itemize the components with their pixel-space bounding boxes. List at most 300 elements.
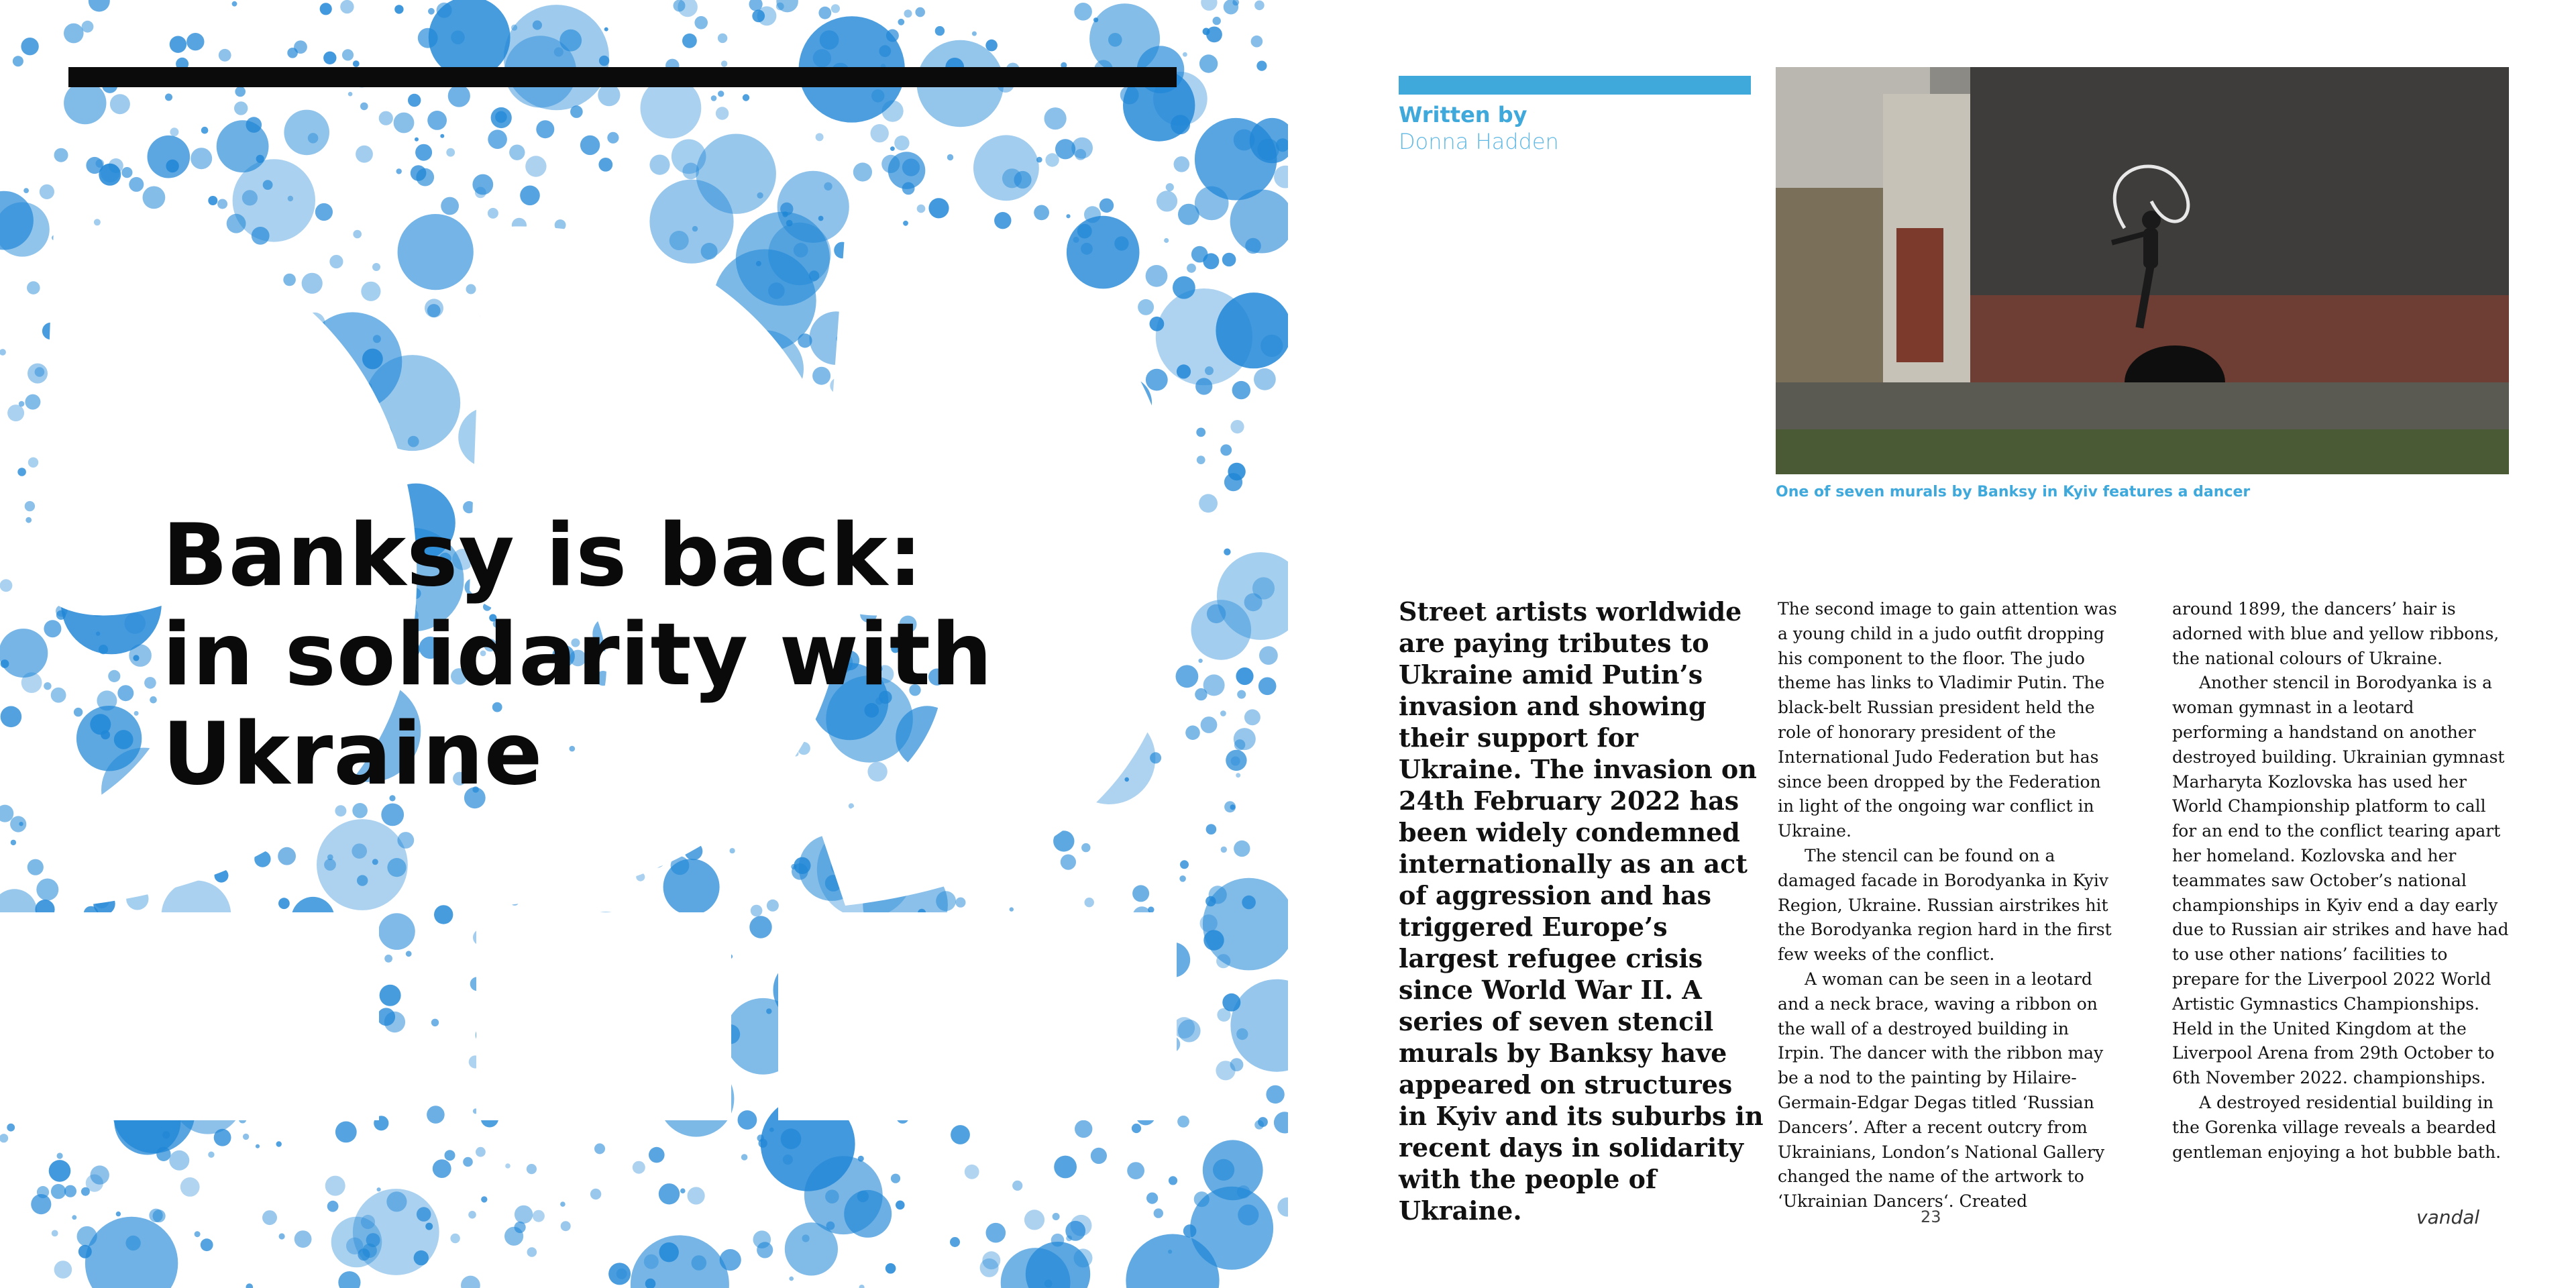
- ink-splatter-dot: [1230, 420, 1244, 433]
- ink-splatter-dot: [85, 1217, 178, 1288]
- ink-splatter-dot: [1180, 860, 1189, 869]
- ink-splatter-dot: [461, 1276, 480, 1288]
- ink-splatter-dot: [377, 1187, 381, 1191]
- ink-splatter-dot: [384, 955, 392, 963]
- ink-splatter-dot: [101, 164, 119, 182]
- ink-splatter-dot: [441, 197, 459, 215]
- ink-splatter-dot: [812, 367, 830, 385]
- ink-splatter-dot: [466, 284, 476, 294]
- ink-splatter-dot: [324, 859, 336, 871]
- ink-splatter-dot: [1201, 0, 1217, 11]
- ink-splatter-dot: [0, 1134, 8, 1142]
- ink-splatter-dot: [89, 0, 110, 12]
- ink-splatter-dot: [488, 129, 507, 149]
- byline-label: Written by: [1399, 102, 1527, 127]
- ink-splatter-dot: [94, 219, 101, 225]
- ink-splatter-dot: [935, 26, 945, 36]
- ink-splatter-dot: [170, 36, 186, 52]
- ink-splatter-dot: [1099, 199, 1114, 213]
- ink-splatter-dot: [1266, 1085, 1284, 1104]
- ink-splatter-dot: [951, 1125, 970, 1144]
- ink-splatter-dot: [825, 1189, 839, 1203]
- ink-splatter-dot: [246, 1283, 254, 1288]
- ink-splatter-dot: [481, 1196, 487, 1202]
- ink-splatter-dot: [44, 620, 61, 637]
- ink-splatter-dot: [730, 848, 735, 853]
- ink-splatter-dot: [86, 1175, 103, 1192]
- ink-splatter-dot: [1132, 1124, 1141, 1133]
- ink-splatter-dot: [428, 8, 435, 15]
- dancer-mural-photo: [1776, 67, 2509, 474]
- ink-splatter-dot: [476, 1147, 486, 1157]
- ink-splatter-dot: [377, 1008, 395, 1026]
- ink-splatter-dot: [1108, 33, 1122, 47]
- ink-splatter-dot: [718, 34, 727, 43]
- ink-splatter-dot: [201, 1238, 213, 1251]
- ink-splatter-dot: [440, 134, 444, 138]
- ink-splatter-dot: [594, 1143, 605, 1154]
- ink-splatter-dot: [121, 167, 132, 178]
- ink-splatter-dot: [1154, 1208, 1163, 1218]
- ink-splatter-dot: [78, 1245, 92, 1258]
- ink-splatter-dot: [1200, 914, 1218, 932]
- ink-splatter-dot: [361, 1215, 375, 1229]
- ink-splatter-dot: [580, 136, 600, 155]
- ink-splatter-dot: [44, 682, 51, 690]
- ink-splatter-dot: [1217, 1008, 1230, 1022]
- ink-splatter-dot: [283, 274, 296, 286]
- ink-splatter-dot: [408, 436, 419, 447]
- ink-splatter-dot: [125, 1236, 140, 1250]
- ink-splatter-dot: [1171, 115, 1190, 134]
- ink-splatter-dot: [757, 6, 777, 25]
- ink-splatter-dot: [768, 282, 785, 299]
- ink-splatter-dot: [631, 1235, 729, 1288]
- ink-splatter-dot: [77, 1226, 97, 1246]
- ink-splatter-dot: [352, 803, 368, 818]
- ink-splatter-dot: [243, 1134, 249, 1140]
- ink-splatter-dot: [859, 1285, 865, 1288]
- ink-splatter-dot: [327, 855, 333, 861]
- ink-splatter-dot: [315, 203, 333, 221]
- body-paragraph: The second image to gain attention was a young child in a judo outfit dropping his component to the floor. The judo theme has links to Vladimir Putin. The black-belt Russian president held the role of honorary president of the International Judo Federation but has since been dropped by the Federation in light of the ongoing war conflict in Ukraine.: [1778, 599, 2117, 841]
- ink-splatter-dot: [1010, 907, 1014, 911]
- ink-splatter-dot: [353, 60, 360, 67]
- ink-splatter-dot: [25, 394, 40, 410]
- ink-splatter-dot: [488, 208, 498, 219]
- ink-splatter-dot: [284, 110, 329, 156]
- headline-line-1: Banksy is back:: [162, 506, 924, 606]
- ink-splatter-dot: [818, 7, 831, 19]
- ink-splatter-dot: [1053, 1213, 1060, 1220]
- ink-splatter-dot: [1256, 61, 1267, 71]
- ink-splatter-dot: [928, 198, 949, 218]
- ink-splatter-dot: [1236, 667, 1253, 685]
- ink-splatter-dot: [1045, 153, 1059, 166]
- ink-splatter-dot: [1237, 690, 1246, 699]
- ink-splatter-dot: [894, 136, 909, 150]
- ink-splatter-dot: [1274, 1112, 1288, 1133]
- ink-splatter-dot: [1148, 906, 1154, 912]
- ink-splatter-dot: [379, 111, 393, 125]
- ink-splatter-dot: [505, 1163, 511, 1169]
- ink-splatter-dot: [1230, 804, 1236, 810]
- ink-splatter-dot: [394, 5, 403, 13]
- ink-splatter-dot: [1203, 28, 1210, 36]
- ink-splatter-dot: [335, 805, 346, 816]
- ink-splatter-dot: [40, 184, 54, 199]
- ink-splatter-dot: [1044, 107, 1067, 129]
- ink-splatter-dot: [692, 1255, 707, 1271]
- ink-splatter-dot: [1216, 954, 1230, 968]
- ink-splatter-dot: [682, 34, 697, 48]
- ink-splatter-dot: [1012, 1181, 1022, 1191]
- ink-splatter-dot: [468, 1211, 476, 1219]
- ink-splatter-dot: [201, 127, 209, 134]
- ink-splatter-dot: [982, 1251, 1000, 1269]
- ink-splatter-dot: [831, 4, 840, 13]
- ink-splatter-dot: [871, 124, 889, 142]
- ink-splatter-dot: [36, 879, 58, 901]
- ink-splatter-dot: [21, 672, 42, 693]
- ink-splatter-dot: [1187, 264, 1196, 273]
- ink-splatter-dot: [1044, 1280, 1053, 1288]
- ink-splatter-dot: [1201, 716, 1218, 733]
- ink-splatter-dot: [1146, 1193, 1158, 1204]
- ink-splatter-dot: [208, 196, 217, 205]
- ink-splatter-dot: [415, 144, 432, 161]
- ink-splatter-dot: [327, 1201, 339, 1212]
- ink-splatter-dot: [387, 858, 406, 877]
- ink-splatter-dot: [417, 1207, 431, 1222]
- ink-splatter-dot: [0, 579, 12, 592]
- ink-splatter-dot: [1177, 364, 1191, 378]
- ink-splatter-dot: [743, 94, 749, 101]
- ink-splatter-dot: [509, 145, 525, 160]
- ink-splatter-dot: [1199, 494, 1218, 513]
- ink-splatter-dot: [1071, 1215, 1092, 1236]
- ink-splatter-dot: [616, 1269, 627, 1279]
- ink-splatter-dot: [1199, 54, 1218, 72]
- ink-splatter-dot: [448, 85, 470, 107]
- ink-splatter-dot: [325, 1176, 345, 1196]
- ink-splatter-dot: [7, 405, 24, 421]
- ink-splatter-dot: [1169, 1176, 1177, 1185]
- ink-splatter-dot: [738, 1110, 757, 1130]
- ink-splatter-dot: [688, 1187, 705, 1204]
- ink-splatter-dot: [1179, 875, 1186, 882]
- ink-splatter-dot: [701, 243, 718, 260]
- byline-author: Donna Hadden: [1399, 129, 1559, 154]
- ink-splatter-dot: [134, 711, 139, 716]
- ink-splatter-dot: [425, 1223, 433, 1230]
- body-paragraph: A woman can be seen in a leotard and a neck brace, waving a ribbon on the wall of a destroyed building in Irpin. The dancer with the ribbon may be a nod to the painting by Hilaire-Germain-Edgar Degas titled ‘Russian Dancers’. After a recent outcry from Ukrainians, London’s National Gallery changed the name of the artwork to ‘Ukrainian Dancers‘. Created: [1778, 969, 2105, 1212]
- ink-splatter-dot: [853, 162, 872, 181]
- top-black-rule: [68, 67, 1177, 87]
- accent-blue-rule: [1399, 76, 1751, 95]
- right-page-article: [1288, 0, 2576, 1288]
- body-paragraph: around 1899, the dancers’ hair is adorned with blue and yellow ribbons, the national colours of Ukraine.: [2172, 599, 2500, 668]
- ink-splatter-dot: [1205, 896, 1216, 906]
- ink-splatter-dot: [1185, 725, 1200, 740]
- ink-splatter-dot: [1232, 381, 1250, 399]
- ink-splatter-dot: [51, 1184, 66, 1199]
- ink-splatter-dot: [1174, 156, 1190, 172]
- ink-splatter-dot: [1224, 549, 1230, 555]
- ink-splatter-dot: [696, 134, 776, 214]
- ink-splatter-dot: [1254, 1120, 1264, 1130]
- ink-splatter-dot: [604, 28, 608, 32]
- ink-splatter-dot: [28, 364, 48, 384]
- ink-splatter-dot: [1222, 253, 1236, 267]
- ink-splatter-dot: [31, 1194, 51, 1214]
- ink-splatter-dot: [335, 1122, 357, 1143]
- ink-splatter-dot: [445, 1150, 455, 1161]
- ink-splatter-dot: [166, 160, 178, 172]
- ink-splatter-dot: [64, 23, 84, 44]
- ink-splatter-dot: [1224, 0, 1238, 15]
- magazine-brand: vandal: [2416, 1206, 2480, 1228]
- body-column-1: [1778, 597, 2120, 1214]
- ink-splatter-dot: [195, 1231, 201, 1237]
- ink-splatter-dot: [520, 186, 540, 206]
- ink-splatter-dot: [21, 38, 38, 55]
- ink-splatter-dot: [1198, 659, 1202, 663]
- ink-splatter-dot: [791, 864, 796, 869]
- ink-splatter-dot: [1234, 841, 1250, 857]
- ink-splatter-dot: [27, 281, 40, 294]
- ink-splatter-dot: [1055, 139, 1075, 159]
- ink-splatter-dot: [415, 138, 419, 142]
- ink-splatter-dot: [380, 985, 401, 1006]
- ink-splatter-dot: [1176, 665, 1199, 688]
- ink-splatter-dot: [340, 0, 354, 13]
- ink-splatter-dot: [408, 94, 421, 107]
- ink-splatter-dot: [450, 1234, 460, 1243]
- ink-splatter-dot: [1213, 17, 1221, 25]
- ink-splatter-dot: [1024, 1210, 1044, 1230]
- body-column-2: [2172, 597, 2514, 1165]
- body-paragraph: The stencil can be found on a damaged facade in Borodyanka in Kyiv Region, Ukraine. Russian airstrikes hit the Borodyanka region hard in the first few weeks of the conflict.: [1778, 845, 2112, 965]
- ink-splatter-dot: [1138, 299, 1154, 315]
- ink-splatter-dot: [1156, 288, 1252, 385]
- ink-splatter-dot: [1075, 1120, 1092, 1138]
- ink-splatter-dot: [1177, 1116, 1189, 1128]
- ink-splatter-dot: [342, 49, 354, 60]
- ink-splatter-dot: [129, 177, 144, 192]
- ink-splatter-dot: [358, 1248, 370, 1260]
- ink-splatter-dot: [246, 117, 262, 133]
- ink-splatter-dot: [1274, 166, 1288, 189]
- ink-splatter-dot: [1216, 1061, 1235, 1080]
- ink-splatter-dot: [262, 1210, 277, 1225]
- ink-splatter-dot: [1236, 773, 1240, 777]
- ink-splatter-dot: [590, 1189, 601, 1199]
- ink-splatter-dot: [156, 1147, 170, 1161]
- ink-splatter-dot: [607, 132, 619, 144]
- ink-splatter-dot: [1206, 824, 1217, 835]
- ink-splatter-dot: [751, 905, 763, 917]
- ink-splatter-dot: [17, 468, 26, 476]
- ink-splatter-dot: [338, 1271, 360, 1288]
- ink-splatter-dot: [116, 1212, 121, 1216]
- ink-splatter-dot: [950, 1237, 960, 1247]
- ink-splatter-dot: [649, 1147, 665, 1163]
- ink-splatter-dot: [1066, 214, 1070, 218]
- ink-splatter-dot: [527, 1164, 537, 1174]
- ink-splatter-dot: [994, 212, 1011, 229]
- ink-splatter-dot: [768, 223, 830, 285]
- ink-splatter-dot: [902, 182, 915, 195]
- ink-splatter-dot: [767, 900, 779, 912]
- ink-splatter-dot: [789, 1277, 794, 1281]
- ink-splatter-dot: [1146, 265, 1168, 287]
- ink-splatter-dot: [235, 87, 246, 97]
- ink-splatter-dot: [491, 107, 512, 128]
- ink-splatter-dot: [446, 148, 455, 157]
- ink-splatter-dot: [504, 1227, 523, 1246]
- ink-splatter-dot: [560, 1201, 566, 1207]
- ink-splatter-dot: [302, 273, 323, 294]
- ink-splatter-dot: [278, 898, 290, 909]
- ink-splatter-dot: [252, 227, 270, 245]
- ink-splatter-dot: [527, 1247, 537, 1257]
- ink-splatter-dot: [0, 629, 48, 678]
- ink-splatter-dot: [1120, 86, 1139, 105]
- ink-splatter-dot: [381, 804, 404, 826]
- ink-splatter-dot: [294, 40, 307, 54]
- ink-splatter-dot: [64, 82, 106, 124]
- ink-splatter-dot: [64, 1185, 76, 1197]
- ink-splatter-dot: [52, 1230, 58, 1237]
- ink-splatter-dot: [1183, 1224, 1197, 1238]
- ink-splatter-dot: [890, 146, 895, 151]
- ink-splatter-dot: [1258, 678, 1277, 696]
- photo-caption: One of seven murals by Banksy in Kyiv features a dancer: [1776, 484, 2251, 500]
- ink-splatter-dot: [425, 299, 443, 317]
- ink-splatter-dot: [149, 1209, 162, 1222]
- ink-splatter-dot: [434, 905, 453, 924]
- ink-splatter-dot: [356, 146, 373, 163]
- ink-splatter-dot: [1157, 191, 1177, 211]
- ink-splatter-dot: [117, 685, 133, 701]
- ink-splatter-dot: [1203, 1140, 1263, 1200]
- ink-splatter-dot: [1091, 1148, 1107, 1164]
- ink-splatter-dot: [433, 1159, 451, 1178]
- ink-splatter-dot: [561, 1221, 571, 1231]
- ink-splatter-dot: [766, 1008, 771, 1014]
- ink-splatter-dot: [1074, 1248, 1093, 1267]
- ink-splatter-dot: [525, 156, 546, 176]
- ink-splatter-dot: [99, 645, 108, 654]
- ink-splatter-dot: [372, 263, 380, 271]
- ink-splatter-dot: [396, 168, 402, 174]
- ink-splatter-dot: [219, 49, 231, 62]
- ink-splatter-dot: [144, 677, 156, 689]
- ink-splatter-dot: [256, 1144, 260, 1148]
- ink-splatter-dot: [97, 690, 117, 710]
- ink-splatter-dot: [1244, 709, 1260, 725]
- ink-splatter-dot: [54, 1260, 72, 1279]
- ink-splatter-dot: [1195, 688, 1207, 700]
- ink-splatter-dot: [51, 688, 66, 703]
- ink-splatter-dot: [533, 1210, 545, 1222]
- ink-splatter-dot: [329, 255, 343, 268]
- ink-splatter-dot: [279, 1233, 285, 1239]
- ink-splatter-dot: [858, 1156, 864, 1162]
- ink-splatter-dot: [1220, 710, 1226, 716]
- ink-splatter-dot: [378, 913, 415, 950]
- ink-splatter-dot: [904, 9, 912, 17]
- ink-splatter-dot: [361, 282, 380, 301]
- ink-splatter-dot: [674, 0, 686, 11]
- ink-splatter-dot: [692, 226, 698, 231]
- ink-splatter-dot: [598, 84, 620, 106]
- ink-splatter-dot: [947, 154, 953, 160]
- ink-splatter-dot: [427, 1106, 445, 1124]
- ink-splatter-dot: [1150, 752, 1161, 763]
- ink-splatter-dot: [19, 822, 23, 826]
- ink-splatter-dot: [1224, 473, 1242, 491]
- ink-splatter-dot: [826, 1222, 835, 1230]
- ink-splatter-dot: [659, 1183, 680, 1204]
- ink-splatter-dot: [902, 158, 920, 176]
- ink-splatter-dot: [13, 56, 23, 66]
- ink-splatter-dot: [294, 1230, 312, 1248]
- ink-splatter-dot: [1132, 885, 1149, 902]
- ink-splatter-dot: [394, 113, 415, 133]
- ink-splatter-dot: [1197, 455, 1205, 464]
- page-number: 23: [1921, 1208, 1941, 1226]
- ink-splatter-dot: [25, 501, 35, 511]
- ink-splatter-dot: [1221, 847, 1227, 853]
- ink-splatter-dot: [234, 101, 248, 115]
- ink-splatter-dot: [694, 16, 708, 30]
- ink-splatter-dot: [1220, 444, 1232, 455]
- ink-splatter-dot: [1254, 1, 1265, 11]
- ink-splatter-dot: [1164, 238, 1169, 243]
- ink-splatter-dot: [276, 1141, 282, 1146]
- ink-splatter-dot: [1196, 428, 1205, 437]
- ink-splatter-dot: [54, 148, 68, 162]
- ink-splatter-dot: [357, 875, 368, 885]
- ink-splatter-dot: [386, 1191, 407, 1212]
- ink-splatter-dot: [972, 32, 977, 36]
- ink-splatter-dot: [1081, 843, 1090, 852]
- ink-splatter-dot: [28, 458, 38, 468]
- ink-splatter-dot: [1166, 183, 1174, 191]
- ink-splatter-dot: [227, 214, 246, 233]
- ink-splatter-dot: [217, 199, 227, 209]
- ink-splatter-dot: [28, 859, 44, 875]
- ink-splatter-dot: [348, 92, 353, 97]
- ink-splatter-dot: [1259, 646, 1278, 665]
- ink-splatter-dot: [1230, 979, 1288, 1072]
- ink-splatter-dot: [57, 1152, 63, 1159]
- ink-splatter-dot: [1124, 777, 1129, 782]
- ink-splatter-dot: [431, 1019, 439, 1026]
- ink-splatter-dot: [1252, 577, 1275, 599]
- ink-splatter-dot: [366, 1233, 380, 1247]
- ink-splatter-dot: [1084, 206, 1101, 223]
- ink-splatter-dot: [114, 730, 133, 749]
- ink-splatter-dot: [721, 60, 727, 66]
- ink-splatter-dot: [74, 708, 83, 716]
- ink-splatter-dot: [891, 1174, 900, 1183]
- ink-splatter-dot: [143, 186, 166, 209]
- ink-splatter-dot: [776, 0, 798, 12]
- ink-splatter-dot: [90, 714, 111, 735]
